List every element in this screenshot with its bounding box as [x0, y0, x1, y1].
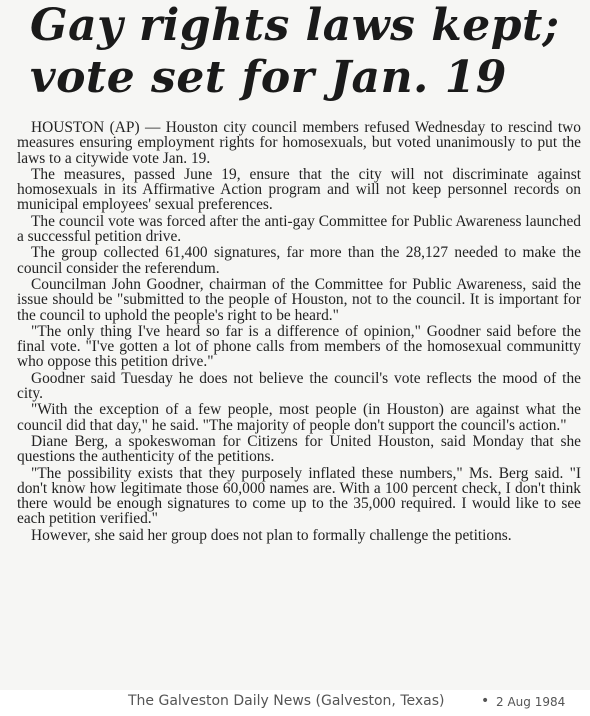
- headline-line-1: Gay rights laws kept;: [30, 0, 560, 51]
- separator-dot: •: [481, 693, 490, 709]
- paragraph-4: The group collected 61,400 signatures, far more than the 28,127 needed to make the council consider the referendum.: [17, 244, 581, 277]
- paragraph-9: Diane Berg, a spokeswoman for Citizens for United Houston, said Monday that she questions the authenticity of the petitions.: [17, 432, 581, 466]
- paragraph-8: "With the exception of a few people, most people (in Houston) are against what the council did that day," he said. "The majority of people don't support the council's action.": [17, 401, 581, 434]
- headline: [30, 0, 586, 104]
- headline-line-2: vote set for Jan. 19: [30, 52, 507, 103]
- publication-date: 2 Aug 1984: [496, 695, 566, 709]
- paragraph-2: The measures, passed June 19, ensure that the city will not discriminate against homosexuals in its Affirmative Action program and will not keep personnel records on municipal employees' sexual preferences.: [17, 165, 581, 214]
- source-publication: The Galveston Daily News (Galveston, Texas): [128, 693, 445, 709]
- source-attribution: [0, 690, 590, 716]
- paragraph-3: The council vote was forced after the anti-gay Committee for Public Awareness launched a successful petition drive.: [17, 212, 581, 246]
- article-body: [17, 120, 581, 544]
- paragraph-7: Goodner said Tuesday he does not believe the council's vote reflects the mood of the city.: [17, 369, 581, 403]
- paragraph-11: However, she said her group does not plan to formally challenge the petitions.: [31, 526, 512, 544]
- paragraph-6: "The only thing I've heard so far is a difference of opinion," Goodner said before the final vote. "I've gotten a lot of phone calls from members of the homosexual communitty who oppose this petition drive.": [17, 322, 581, 371]
- paragraph-1: HOUSTON (AP) — Houston city council members refused Wednesday to rescind two measures ensuring employment rights for homosexuals, but voted unanimously to put the laws to a citywide vote Jan. 19.: [17, 119, 581, 167]
- paragraph-5: Councilman John Goodner, chairman of the Committee for Public Awareness, said the issue should be "submitted to the people of Houston, not to the council. It is important for the council to uphold the people's right to be heard.": [17, 275, 581, 324]
- paragraph-10: "The possibility exists that they purposely inflated these numbers," Ms. Berg said. "I don't know how legitimate those 60,000 names are. With a 100 percent check, I don't think there would be enough signatures to come up to the 35,000 required. I would like to see each petition verified.": [17, 464, 581, 528]
